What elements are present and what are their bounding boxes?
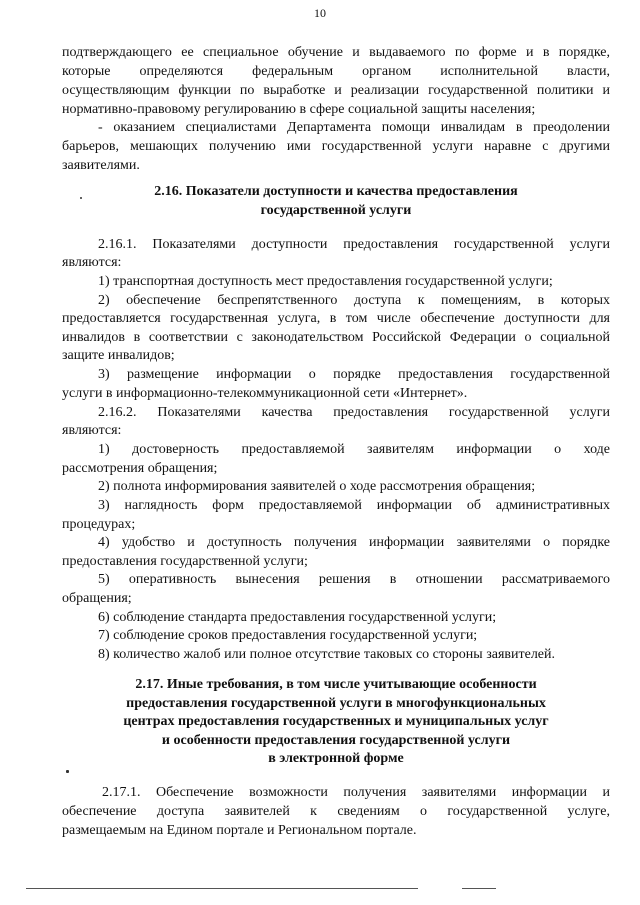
- text-line: услуги в информационно-телекоммуникационной сети «Интернет».: [62, 386, 468, 401]
- text-line: 2.16.1. Показателями доступности предоставления государственной услуги: [98, 237, 610, 252]
- section-heading: предоставления государственной услуги в многофункциональных: [126, 696, 546, 711]
- footer-rule: [462, 888, 496, 889]
- text-line: 2) полнота информирования заявителей о ходе рассмотрения обращения;: [98, 479, 536, 494]
- section-heading: государственной услуги: [260, 203, 412, 218]
- text-line: 4) удобство и доступность получения информации заявителями о порядке: [98, 535, 610, 550]
- section-heading: 2.16. Показатели доступности и качества предоставления: [154, 184, 518, 199]
- text-line: обращения;: [62, 591, 132, 606]
- text-line: 1) транспортная доступность мест предоставления государственной услуги;: [98, 274, 553, 289]
- text-line: инвалидов в соответствии с законодательством Российской Федерации о социальной: [62, 330, 610, 345]
- text-line: 3) размещение информации о порядке предоставления государственной: [98, 367, 610, 382]
- text-line: являются:: [62, 255, 122, 270]
- text-line: 2.16.2. Показателями качества предоставления государственной услуги: [98, 405, 610, 420]
- text-line: - оказанием специалистами Департамента помощи инвалидам в преодолении: [98, 120, 610, 135]
- scan-speck: [80, 197, 82, 199]
- text-line: размещаемым на Едином портале и Региональном портале.: [62, 823, 417, 838]
- text-line: 3) наглядность форм предоставляемой информации об административных: [98, 498, 610, 513]
- text-line: 1) достоверность предоставляемой заявителям информации о ходе: [98, 442, 610, 457]
- text-line: 6) соблюдение стандарта предоставления государственной услуги;: [98, 610, 497, 625]
- text-line: которые определяются федеральным органом исполнительной власти,: [62, 64, 610, 79]
- text-line: 5) оперативность вынесения решения в отношении рассматриваемого: [98, 572, 610, 587]
- text-line: нормативно-правовому регулированию в сфере социальной защиты населения;: [62, 102, 536, 117]
- text-line: являются:: [62, 423, 122, 438]
- text-line: барьеров, мешающих получению ими государственной услуги наравне с другими: [62, 139, 610, 154]
- text-line: заявителями.: [62, 158, 140, 173]
- text-line: 2.17.1. Обеспечение возможности получения заявителями информации и: [102, 785, 610, 800]
- text-line: защите инвалидов;: [62, 348, 175, 363]
- text-line: обеспечение доступа заявителей к сведениям о государственной услуге,: [62, 804, 610, 819]
- text-line: подтверждающего ее специальное обучение и выдаваемого по форме и в порядке,: [62, 45, 610, 60]
- section-heading: и особенности предоставления государственной услуги: [161, 733, 511, 748]
- section-heading: центрах предоставления государственных и муниципальных услуг: [123, 714, 549, 729]
- text-line: осуществляющим функции по выработке и реализации государственной политики и: [62, 83, 610, 98]
- text-line: процедурах;: [62, 517, 136, 532]
- text-line: 2) обеспечение беспрепятственного доступа к помещениям, в которых: [98, 293, 610, 308]
- text-line: рассмотрения обращения;: [62, 461, 218, 476]
- footer-rule: [26, 888, 418, 889]
- text-line: предоставления государственной услуги;: [62, 554, 308, 569]
- text-line: предоставляется государственная услуга, в том числе обеспечение доступности для: [62, 311, 610, 326]
- text-line: 7) соблюдение сроков предоставления государственной услуги;: [98, 628, 478, 643]
- scan-speck: [66, 770, 69, 773]
- page-number: 10: [314, 6, 326, 20]
- section-heading: в электронной форме: [268, 751, 404, 766]
- section-heading: 2.17. Иные требования, в том числе учитывающие особенности: [135, 677, 537, 692]
- text-line: 8) количество жалоб или полное отсутствие таковых со стороны заявителей.: [98, 647, 556, 662]
